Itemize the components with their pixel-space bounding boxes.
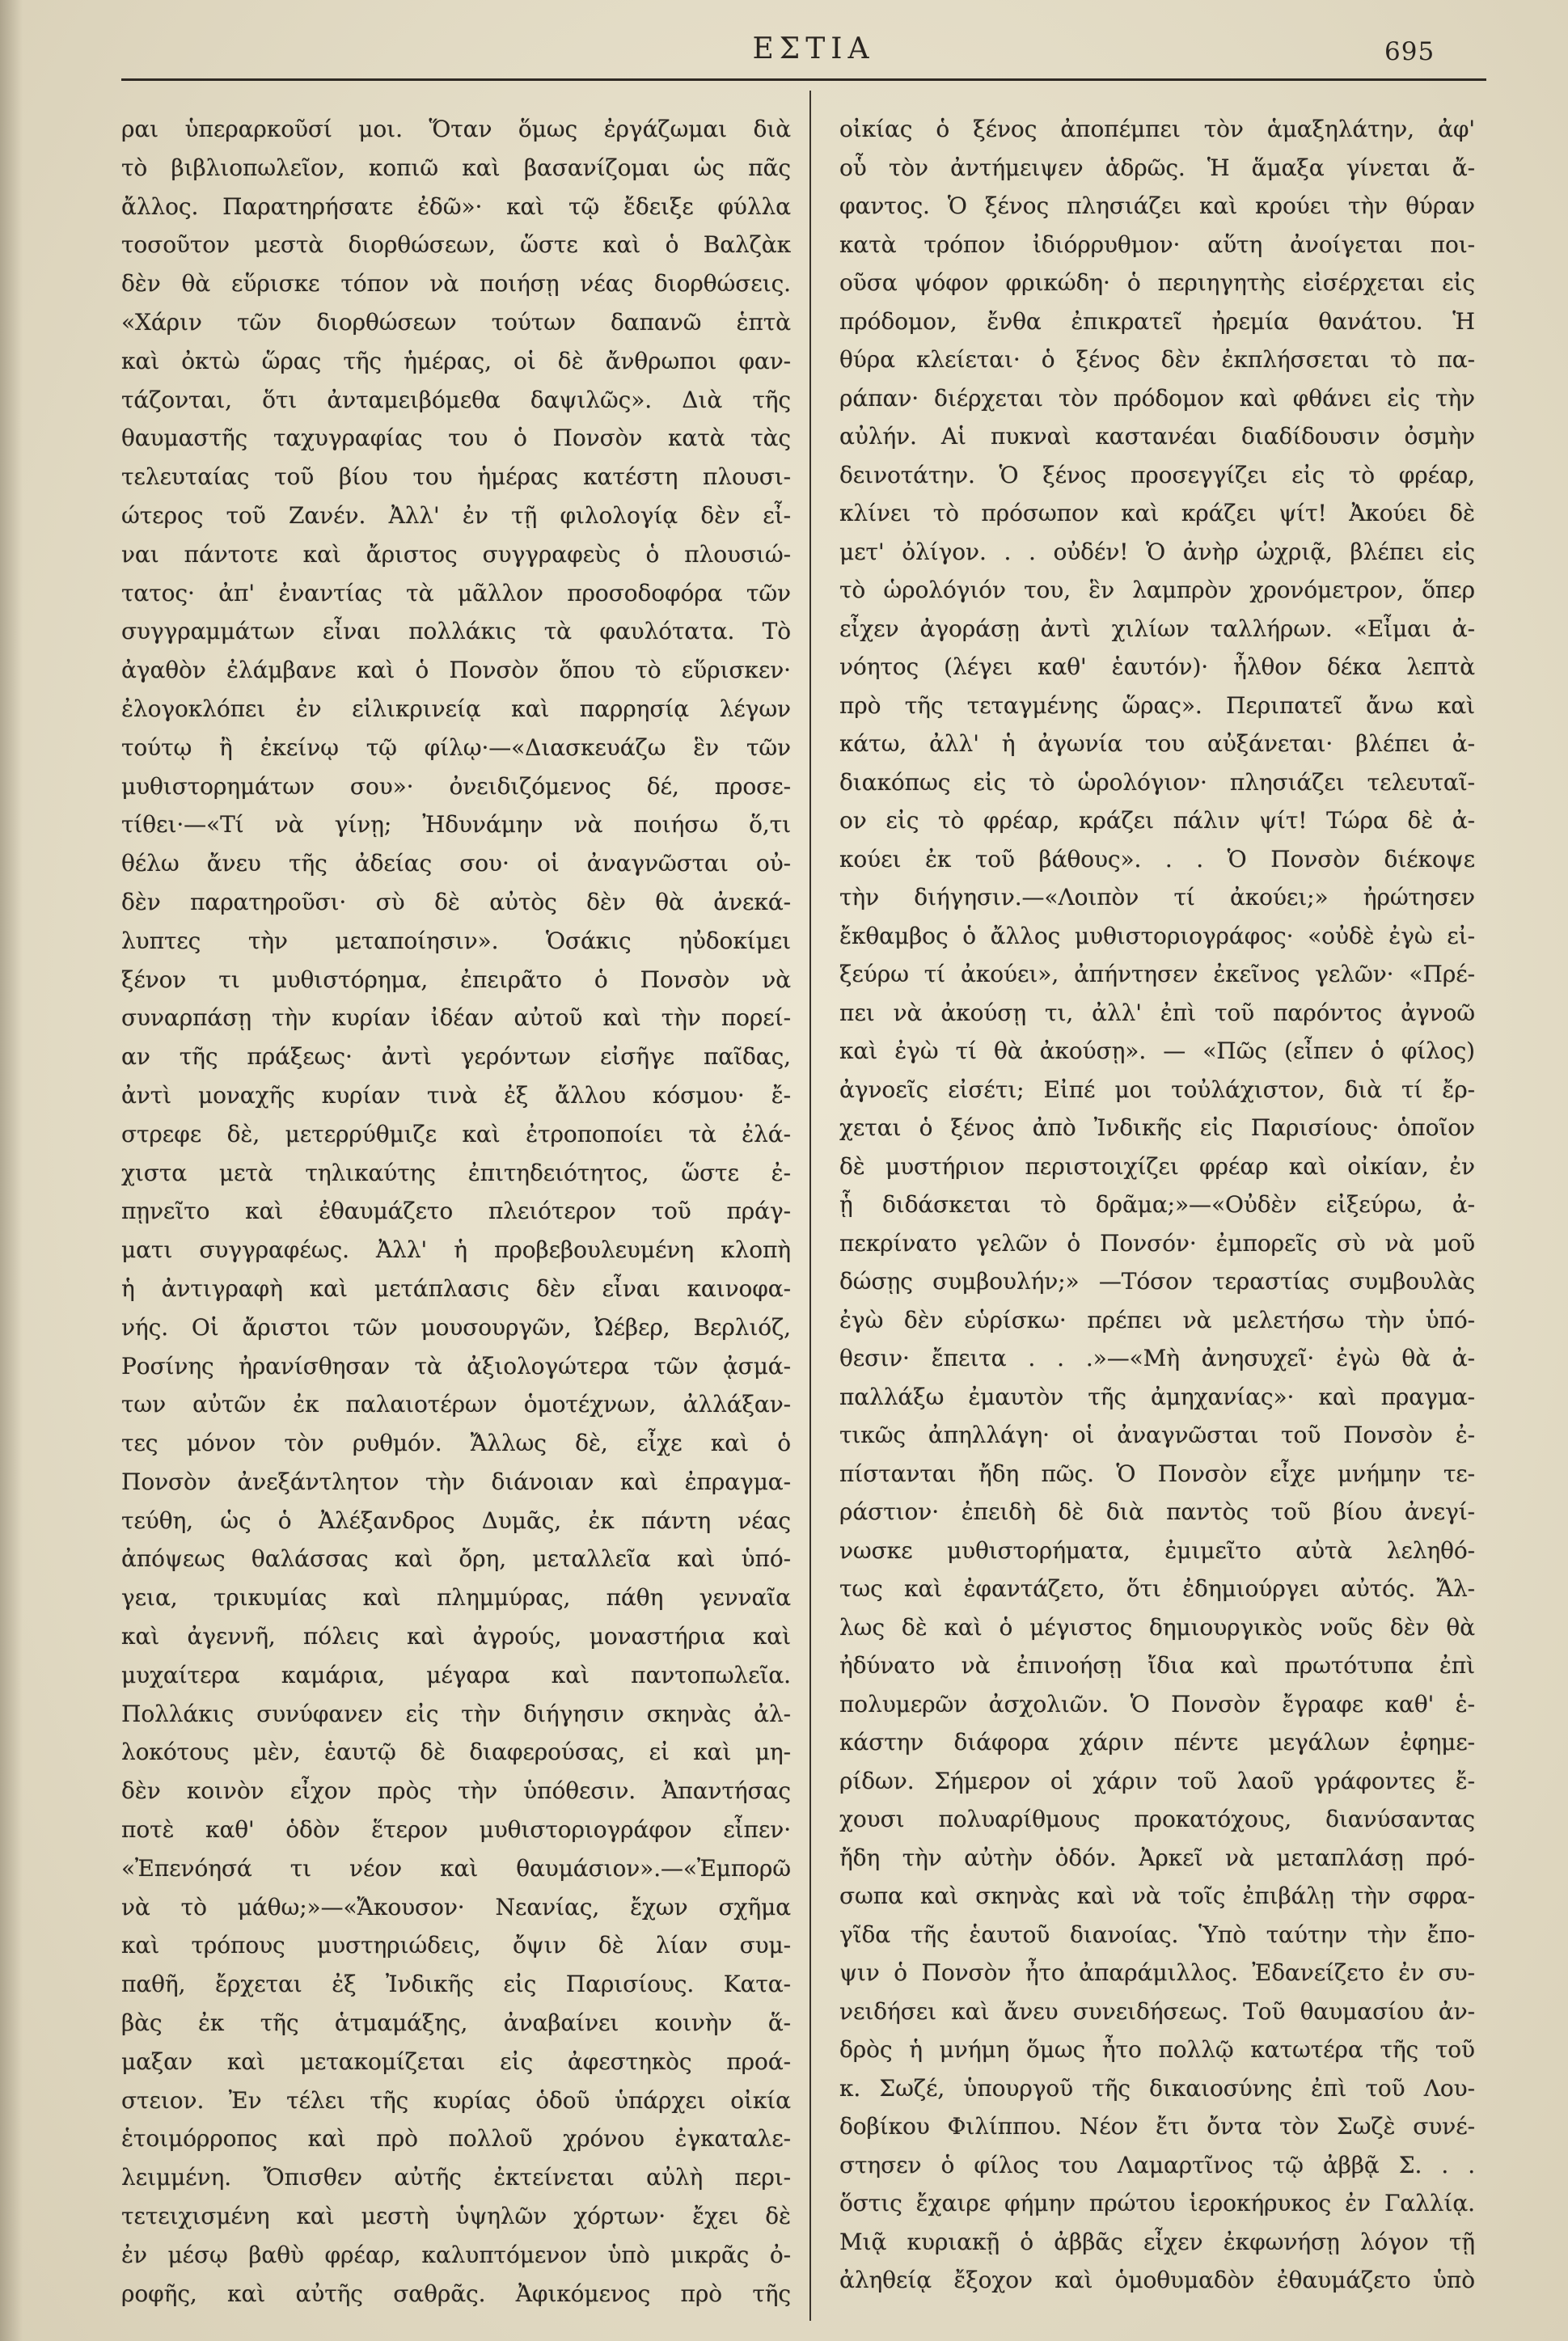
text-line: στειον. Ἐν τέλει τῆς κυρίας ὁδοῦ ὑπάρχει οἰκία [121, 2086, 791, 2114]
text-line: οὗ τὸν ἀντήμειψεν ἁδρῶς. Ἡ ἅμαξα γίνεται ἄ- [839, 154, 1475, 181]
text-line: νής. Οἱ ἄριστοι τῶν μουσουργῶν, Ὠέβερ, Βερλιόζ, [121, 1313, 791, 1341]
page-number: 695 [1384, 37, 1435, 66]
text-line: ώτερος τοῦ Ζανέν. Ἀλλ' ἐν τῇ φιλολογίᾳ δὲν εἶ- [121, 501, 791, 529]
text-line: λυπτες τὴν μεταποίησιν». Ὁσάκις ηὐδοκίμει [121, 927, 791, 954]
text-line: μετ' ὀλίγον. . . οὐδέν! Ὁ ἀνὴρ ὠχριᾷ, βλέπει εἰς [839, 538, 1475, 565]
text-line: κούει ἐκ τοῦ βάθους». . . Ὁ Πονσὸν διέκοψε [839, 845, 1475, 873]
text-line: μυχαίτερα καμάρια, μέγαρα καὶ παντοπωλεῖα. [121, 1661, 791, 1688]
text-line: εἶχεν ἀγοράσῃ ἀντὶ χιλίων ταλλήρων. «Εἶμαι ἀ- [839, 615, 1475, 642]
text-line: ράπαν· διέρχεται τὸν πρόδομον καὶ φθάνει εἰς τὴν [839, 384, 1475, 412]
text-line: οῦσα ψόφον φρικώδη· ὁ περιηγητὴς εἰσέρχεται εἰς [839, 269, 1475, 296]
text-line: τελευταίας τοῦ βίου του ἡμέρας κατέστη πλουσι- [121, 463, 791, 491]
text-line: κάτω, ἀλλ' ἡ ἀγωνία του αὐξάνεται· βλέπει ἀ- [839, 730, 1475, 757]
text-line: ράστιον· ἐπειδὴ δὲ διὰ παντὸς τοῦ βίου ἀνεγί- [839, 1498, 1475, 1525]
text-line: βὰς ἐκ τῆς ἁτμαμάξης, ἀναβαίνει κοινὴν ἅ- [121, 2009, 791, 2037]
text-line: ματι συγγραφέως. Ἀλλ' ἡ προβεβουλευμένη κλοπὴ [121, 1236, 791, 1264]
scan-edge-shadow [0, 0, 23, 2341]
text-line: κ. Σωζέ, ὑπουργοῦ τῆς δικαιοσύνης ἐπὶ τοῦ Λου- [839, 2074, 1475, 2102]
text-line: παθῆ, ἔρχεται ἐξ Ἰνδικῆς εἰς Παρισίους. Κατα- [121, 1971, 791, 1998]
text-line: ἀντὶ μοναχῆς κυρίαν τινὰ ἐξ ἄλλου κόσμου· ἔ- [121, 1081, 791, 1109]
text-line: κλίνει τὸ πρόσωπον καὶ κράζει ψίτ! Ἀκούει δὲ [839, 500, 1475, 526]
text-line: πει νὰ ἀκούσῃ τι, ἀλλ' ἐπὶ τοῦ παρόντος ἀγνοῶ [839, 999, 1475, 1026]
text-line: «Ἐπενόησά τι νέον καὶ θαυμάσιον».—«Ἐμπορῶ [121, 1854, 791, 1882]
text-line: ἀγαθὸν ἐλάμβανε καὶ ὁ Πονσὸν ὅπου τὸ εὕρισκεν· [121, 657, 791, 684]
text-line: δὲ μυστήριον περιστοιχίζει φρέαρ καὶ οἰκίαν, ἐν [839, 1152, 1475, 1180]
text-line: τως καὶ ἐφαντάζετο, ὅτι ἐδημιούργει αὐτός. Ἄλ- [839, 1575, 1475, 1602]
text-line: οἰκίας ὁ ξένος ἀποπέμπει τὸν ἁμαξηλάτην, ἀφ' [839, 116, 1475, 142]
text-line: λως δὲ καὶ ὁ μέγιστος δημιουργικὸς νοῦς δὲν θὰ [839, 1613, 1475, 1641]
text-line: ᾗ διδάσκεται τὸ δρᾶμα;»—«Οὐδὲν εἰξεύρω, ἀ- [839, 1191, 1475, 1218]
left-column [121, 110, 791, 2313]
text-line: δοβίκου Φιλίππου. Νέον ἔτι ὄντα τὸν Σωζὲ συνέ- [839, 2113, 1475, 2140]
text-line: αὐλήν. Αἱ πυκναὶ καστανέαι διαδίδουσιν ὀσμὴν [839, 423, 1475, 450]
column-divider [809, 91, 811, 2321]
text-line: ἠδύνατο νὰ ἐπινοήσῃ ἴδια καὶ πρωτότυπα ἐπὶ [839, 1652, 1475, 1679]
text-line: τὴν διήγησιν.—«Λοιπὸν τί ἀκούει;» ἠρώτησεν [839, 884, 1475, 911]
text-line: ον εἰς τὸ φρέαρ, κράζει πάλιν ψίτ! Τώρα δὲ ἀ- [839, 807, 1475, 834]
text-line: τίθει·—«Τί νὰ γίνῃ; Ἠδυνάμην νὰ ποιήσω ὅ,τι [121, 811, 791, 839]
text-line: «Χάριν τῶν διορθώσεων τούτων δαπανῶ ἑπτὰ [121, 308, 791, 336]
text-line: χεται ὁ ξένος ἀπὸ Ἰνδικῆς εἰς Παρισίους· ὁποῖον [839, 1114, 1475, 1141]
text-line: ἀγνοεῖς εἰσέτι; Εἰπέ μοι τοὐλάχιστον, διὰ τί ἔρ- [839, 1075, 1475, 1103]
text-line: λειμμένη. Ὄπισθεν αὐτῆς ἐκτείνεται αὐλὴ περι- [121, 2164, 791, 2191]
text-line: ἤδη τὴν αὐτὴν ὁδόν. Ἀρκεῖ νὰ μεταπλάσῃ πρό- [839, 1844, 1475, 1871]
text-line: καὶ ἀγεννῆ, πόλεις καὶ ἀγρούς, μοναστήρια καὶ [121, 1623, 791, 1650]
text-line: φαντος. Ὁ ξένος πλησιάζει καὶ κρούει τὴν θύραν [839, 192, 1475, 219]
text-line: μυθιστορημάτων σου»· ὀνειδιζόμενος δέ, προσε- [121, 772, 791, 800]
text-line: ρίδων. Σήμερον οἱ χάριν τοῦ λαοῦ γράφοντες ἔ- [839, 1767, 1475, 1794]
text-line: στησεν ὁ φίλος του Λαμαρτῖνος τῷ ἀββᾷ Σ. . . [839, 2151, 1475, 2178]
text-line: κατὰ τρόπον ἰδιόρρυθμον· αὕτη ἀνοίγεται ποι- [839, 230, 1475, 258]
text-line: Πολλάκις συνύφανεν εἰς τὴν διήγησιν σκηνὰς ἀλ- [121, 1700, 791, 1727]
text-line: Μιᾷ κυριακῇ ὁ ἀββᾶς εἶχεν ἐκφωνήσῃ λόγον τῇ [839, 2228, 1475, 2255]
text-line: δεινοτάτην. Ὁ ξένος προσεγγίζει εἰς τὸ φρέαρ, [839, 461, 1475, 488]
text-line: δὲν παρατηροῦσι· σὺ δὲ αὐτὸς δὲν θὰ ἀνεκά- [121, 888, 791, 915]
text-line: ποτὲ καθ' ὁδὸν ἕτερον μυθιστοριογράφον εἶπεν· [121, 1816, 791, 1844]
text-line: ἀπόψεως θαλάσσας καὶ ὄρη, μεταλλεῖα καὶ ὑπό- [121, 1545, 791, 1573]
text-line: ραι ὑπεραρκοῦσί μοι. Ὅταν ὅμως ἐργάζωμαι διὰ [121, 116, 791, 142]
text-line: τούτῳ ἢ ἐκείνῳ τῷ φίλῳ·—«Διασκευάζω ἓν τῶν [121, 733, 791, 761]
text-line: Ροσίνης ἠρανίσθησαν τὰ ἀξιολογώτερα τῶν ᾀσμά- [121, 1352, 791, 1380]
text-line: δὲν θὰ εὕρισκε τόπον νὰ ποιήσῃ νέας διορθώσεις. [121, 270, 791, 298]
text-line: Πονσὸν ἀνεξάντλητον τὴν διάνοιαν καὶ ἐπραγμα- [121, 1468, 791, 1495]
text-line: ξένον τι μυθιστόρημα, ἐπειρᾶτο ὁ Πονσὸν νὰ [121, 966, 791, 993]
text-line: ἔκθαμβος ὁ ἄλλος μυθιστοριογράφος· «οὐδὲ ἐγὼ εἰ- [839, 922, 1475, 949]
text-line: των αὐτῶν ἐκ παλαιοτέρων ὁμοτέχνων, ἀλλάξαν- [121, 1391, 791, 1418]
text-line: χιστα μετὰ τηλικαύτης ἐπιτηδειότητος, ὥστε ἐ- [121, 1159, 791, 1186]
text-line: ἀληθείᾳ ἔξοχον καὶ ὁμοθυμαδὸν ἐθαυμάζετο ὑπὸ [839, 2267, 1475, 2293]
text-line: πρὸ τῆς τεταγμένης ὥρας». Περιπατεῖ ἄνω καὶ [839, 691, 1475, 719]
text-line: νόητος (λέγει καθ' ἑαυτόν)· ἦλθον δέκα λεπτὰ [839, 653, 1475, 680]
text-line: τικῶς ἀπηλλάγη· οἱ ἀναγνῶσται τοῦ Πονσὸν ἐ- [839, 1422, 1475, 1448]
text-line: πολυμερῶν ἀσχολιῶν. Ὁ Πονσὸν ἔγραφε καθ' ἑ- [839, 1690, 1475, 1718]
text-line: τες μόνον τὸν ρυθμόν. Ἄλλως δὲ, εἶχε καὶ ὁ [121, 1430, 791, 1457]
text-line: θεσιν· ἔπειτα . . .»—«Μὴ ἀνησυχεῖ· ἐγὼ θὰ ἀ- [839, 1345, 1475, 1371]
text-line: συναρπάσῃ τὴν κυρίαν ἰδέαν αὐτοῦ καὶ τὴν πορεί- [121, 1004, 791, 1032]
text-line: ἑτοιμόρροπος καὶ πρὸ πολλοῦ χρόνου ἐγκαταλε- [121, 2125, 791, 2153]
text-line: σωπα καὶ σκηνὰς καὶ νὰ τοῖς ἐπιβάλῃ τὴν σφρα- [839, 1883, 1475, 1909]
text-line: τεύθη, ὡς ὁ Ἀλέξανδρος Δυμᾶς, ἐκ πάντη νέας [121, 1506, 791, 1534]
text-line: ψιν ὁ Πονσὸν ἦτο ἀπαράμιλλος. Ἐδανείζετο ἐν συ- [839, 1959, 1475, 1986]
text-line: ἐγὼ δὲν εὑρίσκω· πρέπει νὰ μελετήσω τὴν ὑπό- [839, 1306, 1475, 1333]
text-line: ἐλογοκλόπει ἐν εἰλικρινείᾳ καὶ παρρησίᾳ λέγων [121, 695, 791, 722]
text-line: πίστανται ἤδη πῶς. Ὁ Πονσὸν εἶχε μνήμην τε- [839, 1460, 1475, 1487]
text-line: δώσῃς συμβουλήν;» —Τόσον τεραστίας συμβουλὰς [839, 1268, 1475, 1295]
text-line: τατος· ἀπ' ἐναντίας τὰ μᾶλλον προσοδοφόρα τῶν [121, 579, 791, 606]
text-line: ὅστις ἔχαιρε φήμην πρώτου ἱεροκήρυκος ἐν Γαλλίᾳ. [839, 2190, 1475, 2216]
text-line: ἡ ἀντιγραφὴ καὶ μετάπλασις δὲν εἶναι καινοφα- [121, 1274, 791, 1302]
text-line: γεια, τρικυμίας καὶ πλημμύρας, πάθη γενναῖα [121, 1584, 791, 1612]
text-line: διακόπως εἰς τὸ ὡρολόγιον· πλησιάζει τελευταῖ- [839, 768, 1475, 796]
text-line: πεκρίνατο γελῶν ὁ Πονσόν· ἐμπορεῖς σὺ νὰ μοῦ [839, 1229, 1475, 1257]
text-line: καὶ τρόπους μυστηριώδεις, ὄψιν δὲ λίαν συμ- [121, 1932, 791, 1959]
text-line: καὶ ὀκτὼ ὥρας τῆς ἡμέρας, οἱ δὲ ἄνθρωποι φαν- [121, 347, 791, 374]
text-line: αν τῆς πράξεως· ἀντὶ γερόντων εἰσῆγε παῖδας, [121, 1043, 791, 1071]
text-line: λοκότους μὲν, ἑαυτῷ δὲ διαφερούσας, εἰ καὶ μη- [121, 1739, 791, 1766]
text-line: ναι πάντοτε καὶ ἄριστος συγγραφεὺς ὁ πλουσιώ- [121, 540, 791, 568]
text-line: νωσκε μυθιστορήματα, ἐμιμεῖτο αὐτὰ λεληθό- [839, 1536, 1475, 1564]
text-line: τὸ ὡρολόγιόν του, ἓν λαμπρὸν χρονόμετρον, ὅπερ [839, 577, 1475, 603]
text-line: πῃνεῖτο καὶ ἐθαυμάζετο πλειότερον τοῦ πράγ- [121, 1198, 791, 1225]
header-rule [121, 78, 1486, 81]
text-line: κάστην διάφορα χάριν πέντε μεγάλων ἐφημε- [839, 1729, 1475, 1756]
text-line: θέλω ἄνευ τῆς ἀδείας σου· οἱ ἀναγνῶσται οὐ- [121, 850, 791, 877]
text-line: δὲν κοινὸν εἶχον πρὸς τὴν ὑπόθεσιν. Ἀπαντήσας [121, 1777, 791, 1805]
text-line: ξεύρω τί ἀκούει», ἀπήντησεν ἐκεῖνος γελῶν· «Πρέ- [839, 961, 1475, 987]
right-column [839, 110, 1475, 2300]
text-line: δρὸς ἡ μνήμη ὅμως ἦτο πολλῷ κατωτέρα τῆς τοῦ [839, 2036, 1475, 2063]
text-line: τοσοῦτον μεστὰ διορθώσεων, ὥστε καὶ ὁ Βαλζὰκ [121, 231, 791, 259]
text-line: παλλάξω ἐμαυτὸν τῆς ἀμηχανίας»· καὶ πραγμα- [839, 1383, 1475, 1410]
text-line: ἐν μέσῳ βαθὺ φρέαρ, καλυπτόμενον ὑπὸ μικρᾶς ὀ- [121, 2241, 791, 2268]
text-line: τετειχισμένη καὶ μεστὴ ὑψηλῶν χόρτων· ἔχει δὲ [121, 2203, 791, 2230]
text-line: τὸ βιβλιοπωλεῖον, κοπιῶ καὶ βασανίζομαι ὡς πᾶς [121, 154, 791, 181]
text-line: στρεφε δὲ, μετερρύθμιζε καὶ ἐτροποποίει τὰ ἐλά- [121, 1120, 791, 1147]
text-line: συγγραμμάτων εἶναι πολλάκις τὰ φαυλότατα. Τὸ [121, 618, 791, 645]
text-line: ἄλλος. Παρατηρήσατε ἐδῶ»· καὶ τῷ ἔδειξε φύλλα [121, 192, 791, 220]
text-line: τάζονται, ὅτι ἀνταμειβόμεθα δαψιλῶς». Διὰ τῆς [121, 386, 791, 413]
text-line: καὶ ἐγὼ τί θὰ ἀκούσῃ». — «Πῶς (εἶπεν ὁ φίλος) [839, 1037, 1475, 1064]
text-line: χουσι πολυαρίθμους προκατόχους, διανύσαντας [839, 1806, 1475, 1832]
text-line: μαξαν καὶ μετακομίζεται εἰς ἀφεστηκὸς προά- [121, 2047, 791, 2075]
text-line: ροφῆς, καὶ αὐτῆς σαθρᾶς. Ἀφικόμενος πρὸ τῆς [121, 2280, 791, 2307]
text-line: νὰ τὸ μάθω;»—«Ἄκουσον· Νεανίας, ἔχων σχῆμα [121, 1893, 791, 1921]
text-line: νειδήσει καὶ ἄνευ συνειδήσεως. Τοῦ θαυμασίου ἀν- [839, 1997, 1475, 2025]
text-line: πρόδομον, ἔνθα ἐπικρατεῖ ἠρεμία θανάτου. Ἡ [839, 307, 1475, 335]
text-line: θαυμαστῆς ταχυγραφίας του ὁ Πονσὸν κατὰ τὰς [121, 425, 791, 452]
text-line: γῖδα τῆς ἑαυτοῦ διανοίας. Ὑπὸ ταύτην τὴν ἔπο- [839, 1921, 1475, 1948]
running-head-title: ΕΣΤΙΑ [752, 32, 875, 65]
text-line: θύρα κλείεται· ὁ ξένος δὲν ἐκπλήσσεται τὸ πα- [839, 346, 1475, 373]
